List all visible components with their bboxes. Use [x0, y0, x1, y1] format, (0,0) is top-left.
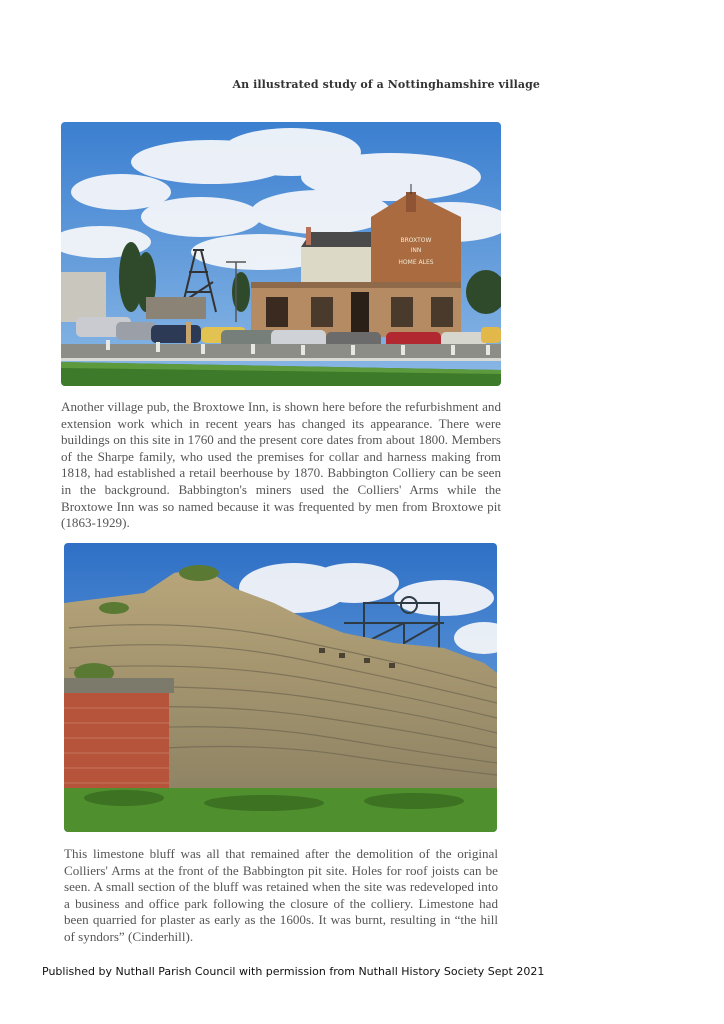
limestone-bluff-photo [64, 543, 497, 832]
limestone-bluff-caption: This limestone bluff was all that remained after the demolition of the original Colliers' Arms at the front of the Babbington pit site. Holes for roof joists can be seen. A small section of the bluff was retained when the site was redeveloped into a business and office park following the closure of the colliery. Limestone had been quarried for plaster as early as the 1600s. It was burnt, resulting in “the hill of syndors” (Cinderhill). [64, 846, 498, 944]
pub-sign-line-1: BROXTOW [400, 237, 432, 244]
pub-sign-line-3: HOME ALES [398, 259, 434, 266]
broxtowe-inn-caption: Another village pub, the Broxtowe Inn, is shown here before the refurbishment and extension work which in recent years has changed its appearance. There were buildings on this site in 1760 and the present core dates from about 1800. Members of the Sharpe family, who used the premises for collar and harness making from 1818, had established a retail beerhouse by 1870. Babbington Colliery can be seen in the background. Babbington's miners used the Colliers' Arms while the Broxtowe Inn was so named because it was frequented by men from Broxtowe pit (1863-1929). [61, 399, 501, 531]
publisher-footer: Published by Nuthall Parish Council with permission from Nuthall History Society Sept 2021 [42, 965, 545, 978]
pub-sign-line-2: INN [410, 247, 422, 254]
page-header-title: An illustrated study of a Nottinghamshire village [232, 78, 540, 91]
broxtowe-inn-photo [61, 122, 501, 386]
